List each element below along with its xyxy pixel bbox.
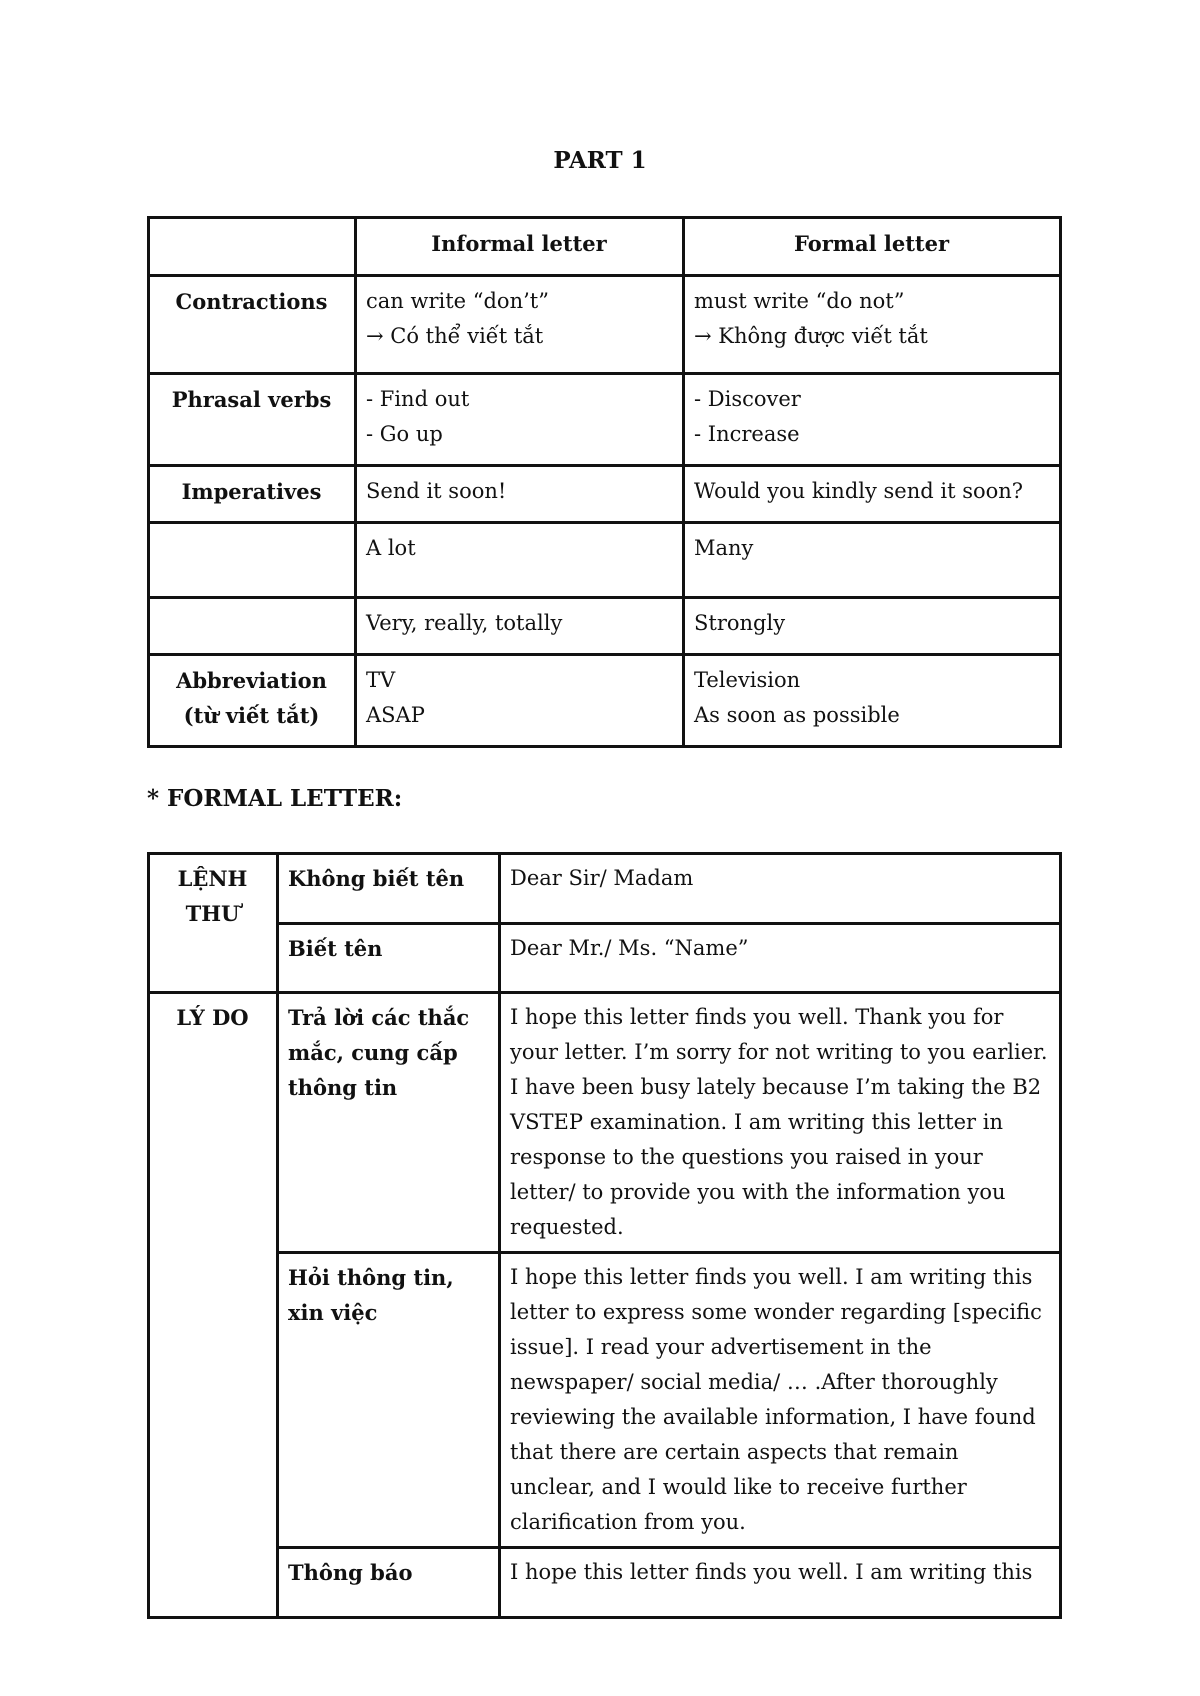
row-label-line: Phrasal verbs — [171, 387, 332, 412]
sample-text: I hope this letter finds you well. Thank you for your letter. I’m sorry for not writing to you earlier. I have been busy lately because I’m taking the B2 VSTEP examination. I am writing this letter in response to the questions you raised in your letter/ to provide you with the information you requested. — [500, 993, 1061, 1253]
row-label — [149, 466, 356, 523]
header-informal-letter: Informal letter — [356, 218, 684, 276]
informal-line: ASAP — [366, 703, 425, 727]
formal-line: Would you kindly send it soon? — [694, 479, 1024, 503]
table-row-abbreviation — [149, 655, 1061, 747]
formal-line: Strongly — [694, 611, 786, 635]
row-label — [149, 523, 356, 598]
row-label — [149, 655, 356, 747]
row-label — [149, 374, 356, 466]
case-label: Biết tên — [278, 924, 500, 993]
sample-text: I hope this letter finds you well. I am writing this letter to express some wonder regarding [specific issue]. I read your advertisement in the newspaper/ social media/ … .After thoroughly reviewing the available information, I have found that there are certain aspects that remain unclear, and I would like to receive further clarification from you. — [500, 1253, 1061, 1548]
case-label: Không biết tên — [278, 854, 500, 924]
reason-row-ask-information — [149, 1253, 1061, 1548]
case-label: Thông báo — [278, 1548, 500, 1618]
sample-text: Dear Mr./ Ms. “Name” — [500, 924, 1061, 993]
table-row-quantity — [149, 523, 1061, 598]
header-empty-cell — [149, 218, 356, 276]
formal-cell — [684, 655, 1061, 747]
sample-text: I hope this letter finds you well. I am writing this — [500, 1548, 1061, 1618]
row-label — [149, 598, 356, 655]
page-title: PART 1 — [553, 147, 647, 174]
formal-line: - Increase — [694, 422, 800, 446]
table-row-phrasal-verbs — [149, 374, 1061, 466]
header-formal-letter: Formal letter — [684, 218, 1061, 276]
row-label-line: (từ viết tắt) — [183, 703, 320, 728]
greeting-row-unknown-name — [149, 854, 1061, 924]
formal-line: Many — [694, 536, 754, 560]
comparison-table — [147, 216, 1062, 748]
informal-cell — [356, 655, 684, 747]
case-label: Trả lời các thắc mắc, cung cấp thông tin — [278, 993, 500, 1253]
formal-cell — [684, 466, 1061, 523]
formal-line: must write “do not” — [694, 289, 905, 313]
formal-cell — [684, 598, 1061, 655]
table-header-row — [149, 218, 1061, 276]
formal-line: As soon as possible — [694, 703, 900, 727]
reason-row-answer-questions — [149, 993, 1061, 1253]
informal-line: → Có thể viết tắt — [366, 324, 544, 348]
reason-row-notification — [149, 1548, 1061, 1618]
row-label-line: Abbreviation — [176, 668, 327, 693]
reason-section-label: LÝ DO — [149, 993, 278, 1618]
table-row-intensifiers — [149, 598, 1061, 655]
informal-line: - Find out — [366, 387, 470, 411]
formal-cell — [684, 276, 1061, 374]
informal-cell — [356, 523, 684, 598]
informal-line: can write “don’t” — [366, 289, 549, 313]
table-row-contractions — [149, 276, 1061, 374]
formal-cell — [684, 523, 1061, 598]
row-label — [149, 276, 356, 374]
formal-line: → Không được viết tắt — [694, 324, 928, 348]
row-label-line: Imperatives — [181, 479, 322, 504]
formal-letter-table — [147, 852, 1062, 1619]
informal-line: A lot — [366, 536, 416, 560]
informal-line: - Go up — [366, 422, 443, 446]
formal-cell — [684, 374, 1061, 466]
informal-line: Very, really, totally — [366, 611, 563, 635]
formal-line: - Discover — [694, 387, 801, 411]
formal-line: Television — [694, 668, 801, 692]
informal-line: TV — [366, 668, 396, 692]
formal-letter-heading: * FORMAL LETTER: — [147, 785, 403, 812]
informal-line: Send it soon! — [366, 479, 507, 503]
row-label-line: Contractions — [175, 289, 328, 314]
case-label: Hỏi thông tin, xin việc — [278, 1253, 500, 1548]
informal-cell — [356, 374, 684, 466]
informal-cell — [356, 276, 684, 374]
greeting-section-label: LỆNH THƯ — [149, 854, 278, 993]
informal-cell — [356, 466, 684, 523]
informal-cell — [356, 598, 684, 655]
greeting-row-known-name — [149, 924, 1061, 993]
sample-text: Dear Sir/ Madam — [500, 854, 1061, 924]
table-row-imperatives — [149, 466, 1061, 523]
